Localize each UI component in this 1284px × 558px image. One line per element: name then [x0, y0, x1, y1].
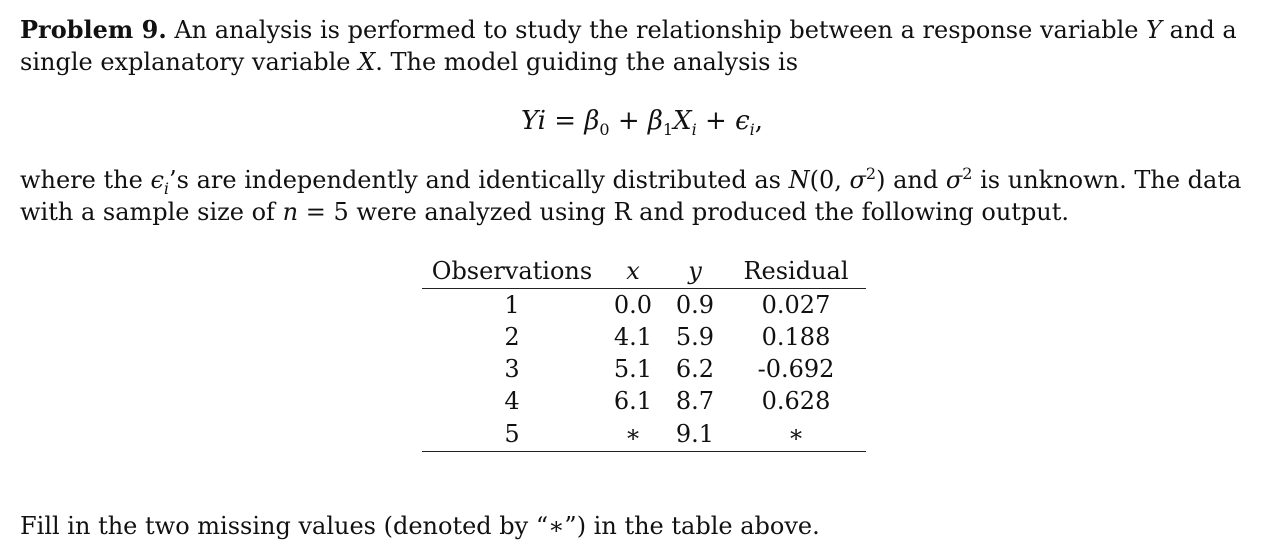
problem-statement [20, 14, 1270, 78]
cell-residual-missing: ∗ [726, 417, 866, 452]
cond-dist-close: ) [876, 166, 886, 194]
cell-residual: 0.188 [761, 323, 831, 351]
cell-y: 5.9 [675, 323, 715, 351]
table-row [422, 289, 866, 322]
cond-n-var: n [282, 198, 299, 226]
table-header-row [422, 254, 866, 289]
table-row [422, 353, 866, 385]
cell-x: 4.1 [613, 323, 653, 351]
regression-output-table [422, 254, 866, 452]
eq-tail: , [754, 106, 764, 136]
eq-equals: = [554, 106, 577, 136]
eq-lhs: Yi [520, 106, 546, 136]
cond-text-e: were analyzed using R and produced the following output. [356, 198, 1070, 226]
cond-n-eq: = 5 [305, 198, 349, 226]
cell-residual: 0.027 [761, 291, 831, 319]
cell-x: 5.1 [613, 355, 653, 383]
cond-epsilon: ϵ [150, 166, 164, 194]
header-residual: Residual [726, 254, 866, 289]
eq-xi-sub: i [691, 120, 697, 140]
cell-observation: 1 [504, 291, 520, 319]
conditions-paragraph [20, 164, 1270, 228]
eq-beta1-sub: 1 [662, 120, 674, 140]
cell-residual: 0.628 [761, 387, 831, 415]
cond-dist-open: (0, [809, 166, 842, 194]
eq-plus-2: + [705, 106, 727, 136]
table-row [422, 321, 866, 353]
header-observations: Observations [422, 254, 602, 289]
cond-text-d: is unknown. The data with a sample size of [20, 166, 1242, 226]
cell-observation: 4 [504, 387, 520, 415]
cell-y: 9.1 [664, 417, 726, 452]
cond-epsilon-sub: i [163, 178, 170, 198]
cond-text-c: and [893, 166, 939, 194]
problem-label: Problem 9. [20, 15, 167, 44]
cond-dist-n: N [788, 166, 810, 194]
problem-intro-c: . The model guiding the analysis is [375, 48, 799, 76]
instruction-text: Fill in the two missing values (denoted by “∗”) in the table above. [20, 512, 820, 540]
eq-plus-1: + [617, 106, 640, 136]
cell-y: 0.9 [675, 291, 715, 319]
cond-sigma-2: σ [945, 166, 963, 194]
cell-observation: 5 [422, 417, 602, 452]
var-y: Y [1146, 16, 1162, 44]
cell-x-missing: ∗ [602, 417, 664, 452]
cell-observation: 3 [504, 355, 520, 383]
eq-beta0-sub: 0 [599, 120, 610, 140]
eq-beta0: β [584, 106, 600, 136]
eq-xi: X [673, 106, 692, 136]
eq-epsilon: ϵ [735, 106, 750, 136]
cell-observation: 2 [504, 323, 520, 351]
header-x: x [602, 254, 664, 289]
model-equation [0, 104, 1284, 138]
header-y: y [664, 254, 726, 289]
cond-sigma-2-sq: 2 [962, 164, 973, 183]
problem-intro-b: and a single explanatory variable [20, 16, 1237, 76]
cell-residual: -0.692 [757, 355, 835, 383]
table-row [422, 385, 866, 417]
cell-x: 0.0 [613, 291, 653, 319]
cell-y: 8.7 [675, 387, 715, 415]
cell-x: 6.1 [613, 387, 653, 415]
problem-intro-a: An analysis is performed to study the relationship between a response variable [174, 16, 1139, 44]
eq-beta1: β [647, 106, 663, 136]
cond-text-a: where the [20, 166, 143, 194]
cond-sigma-sq: 2 [865, 164, 877, 183]
var-x: X [358, 48, 376, 76]
eq-epsilon-sub: i [749, 120, 755, 140]
cond-text-b: ’s are independently and identically distributed as [169, 166, 781, 194]
table-row [422, 417, 866, 452]
cell-y: 6.2 [675, 355, 715, 383]
cond-sigma: σ [849, 166, 866, 194]
